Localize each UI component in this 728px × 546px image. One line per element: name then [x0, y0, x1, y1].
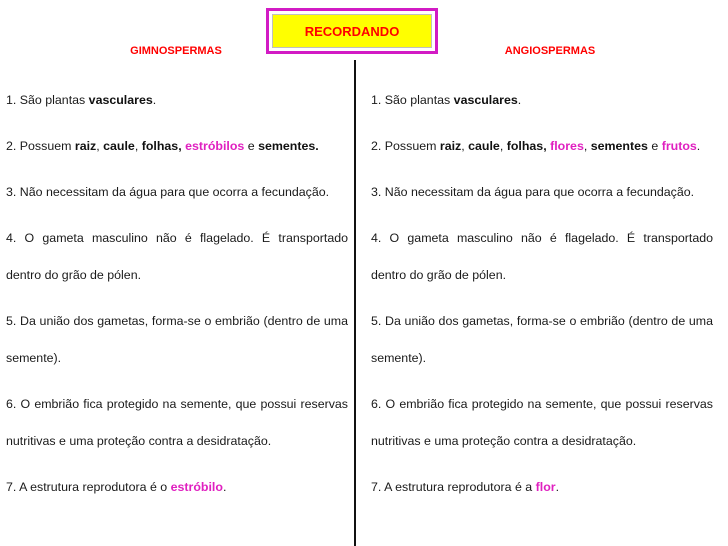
list-item — [371, 128, 713, 165]
highlighted-term: frutos — [661, 139, 697, 153]
text-segment: , — [583, 139, 591, 153]
text-segment: 5. Da união dos gametas, forma-se o embrião (dentro de uma semente). — [6, 314, 348, 365]
list-item — [6, 303, 348, 377]
text-segment: . — [696, 139, 701, 153]
bold-term: vasculares — [88, 93, 153, 107]
gymnosperms-column — [6, 82, 348, 515]
list-item — [371, 220, 713, 294]
text-segment: 4. O gameta masculino não é flagelado. É transportado dentro do grão de pólen. — [371, 231, 713, 282]
angiosperms-column — [371, 82, 713, 515]
text-segment: 3. Não necessitam da água para que ocorra a fecundação. — [6, 185, 330, 199]
list-item — [6, 386, 348, 460]
text-segment: 2. Possuem — [6, 139, 75, 153]
highlighted-term: flor — [535, 480, 556, 494]
highlighted-term: flores — [550, 139, 584, 153]
bold-term: vasculares — [453, 93, 518, 107]
list-item — [371, 386, 713, 460]
column-divider — [354, 60, 356, 546]
bold-term: raiz — [74, 139, 97, 153]
list-item — [6, 174, 348, 211]
text-segment: 2. Possuem — [371, 139, 440, 153]
text-segment: 6. O embrião fica protegido na semente, que possui reservas nutritivas e uma proteção contra a desidratação. — [371, 397, 713, 448]
text-segment: . — [555, 480, 560, 494]
list-item — [371, 303, 713, 377]
list-item — [371, 174, 713, 211]
bold-term: folhas, — [141, 139, 182, 153]
text-segment: , — [499, 139, 507, 153]
text-segment: , — [134, 139, 142, 153]
highlighted-term: estróbilo — [170, 480, 223, 494]
list-item — [371, 469, 713, 506]
text-segment: , — [96, 139, 104, 153]
text-segment: 7. A estrutura reprodutora é a — [371, 480, 536, 494]
title-box — [266, 8, 438, 54]
list-item — [6, 128, 348, 165]
text-segment: , — [461, 139, 469, 153]
text-segment: 4. O gameta masculino não é flagelado. É transportado dentro do grão de pólen. — [6, 231, 348, 282]
text-segment: 5. Da união dos gametas, forma-se o embrião (dentro de uma semente). — [371, 314, 713, 365]
highlighted-term: estróbilos — [185, 139, 245, 153]
text-segment: 1. São plantas — [371, 93, 454, 107]
bold-term: caule — [468, 139, 500, 153]
text-segment: e — [647, 139, 662, 153]
list-item — [6, 220, 348, 294]
bold-term: folhas, — [506, 139, 547, 153]
text-segment: 6. O embrião fica protegido na semente, que possui reservas nutritivas e uma proteção contra a desidratação. — [6, 397, 348, 448]
text-segment: . — [152, 93, 157, 107]
text-segment: 7. A estrutura reprodutora é o — [6, 480, 171, 494]
text-segment: e — [244, 139, 259, 153]
text-segment: 3. Não necessitam da água para que ocorra a fecundação. — [371, 185, 695, 199]
text-segment: . — [517, 93, 522, 107]
bold-term: sementes. — [258, 139, 319, 153]
list-item — [6, 469, 348, 506]
text-segment: . — [222, 480, 227, 494]
list-item — [371, 82, 713, 119]
bold-term: caule — [103, 139, 135, 153]
page-title: RECORDANDO — [304, 23, 400, 39]
text-segment: 1. São plantas — [6, 93, 89, 107]
list-item — [6, 82, 348, 119]
gymnosperms-header: GIMNOSPERMAS — [130, 45, 222, 57]
bold-term: sementes — [590, 139, 648, 153]
bold-term: raiz — [439, 139, 462, 153]
angiosperms-header: ANGIOSPERMAS — [504, 45, 596, 57]
title-inner — [272, 14, 432, 48]
